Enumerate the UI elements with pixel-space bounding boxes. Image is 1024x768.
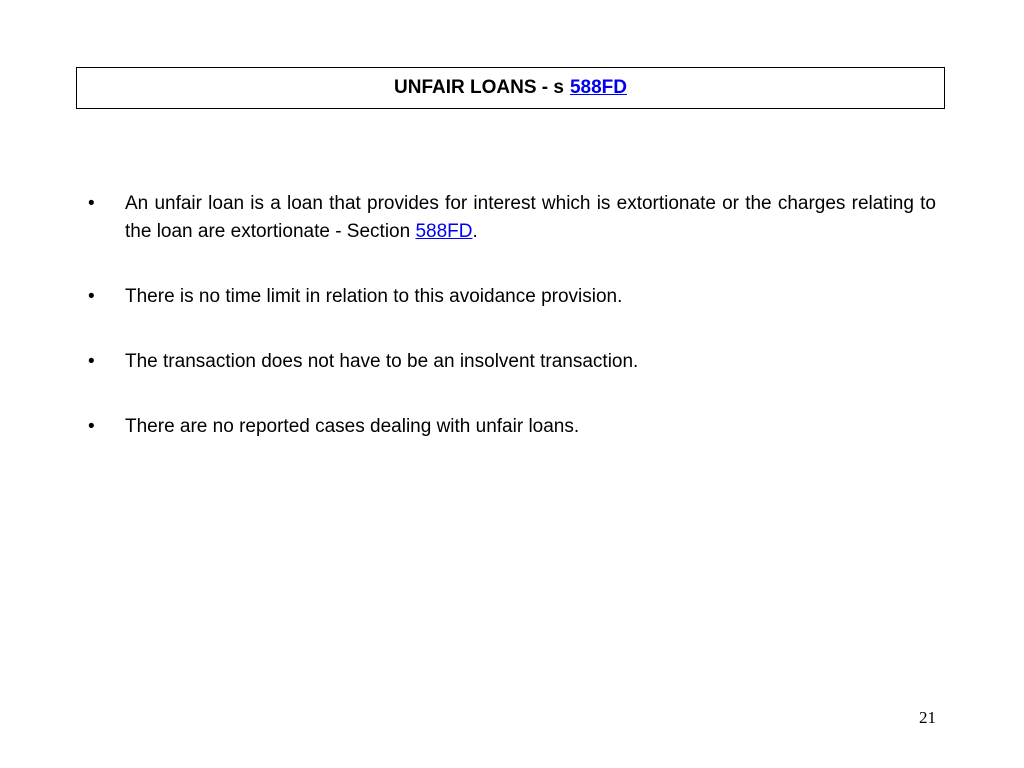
bullet-item [88, 413, 936, 441]
bullet-item [88, 283, 936, 311]
section-link[interactable]: 588FD [415, 221, 473, 242]
page-number: 21 [919, 708, 936, 727]
bullet-glyph: • [88, 193, 95, 214]
slide-title-box [76, 67, 945, 109]
bullet-text: There is no time limit in relation to this avoidance provision. [125, 286, 623, 307]
bullet-glyph: • [88, 351, 95, 372]
bullet-item [88, 190, 936, 246]
title-section-link[interactable]: 588FD [569, 77, 627, 98]
bullet-text: There are no reported cases dealing with unfair loans. [125, 416, 580, 437]
bullet-list [88, 190, 936, 478]
slide-title: UNFAIR LOANS - s [394, 77, 564, 98]
bullet-text: The transaction does not have to be an insolvent transaction. [125, 351, 639, 372]
bullet-glyph: • [88, 416, 95, 437]
bullet-item [88, 348, 936, 376]
bullet-glyph: • [88, 286, 95, 307]
bullet-text: An unfair loan is a loan that provides for interest which is extortionate or the charges relating to the loan are extortionate - Section [125, 193, 936, 242]
bullet-suffix: . [472, 221, 478, 242]
